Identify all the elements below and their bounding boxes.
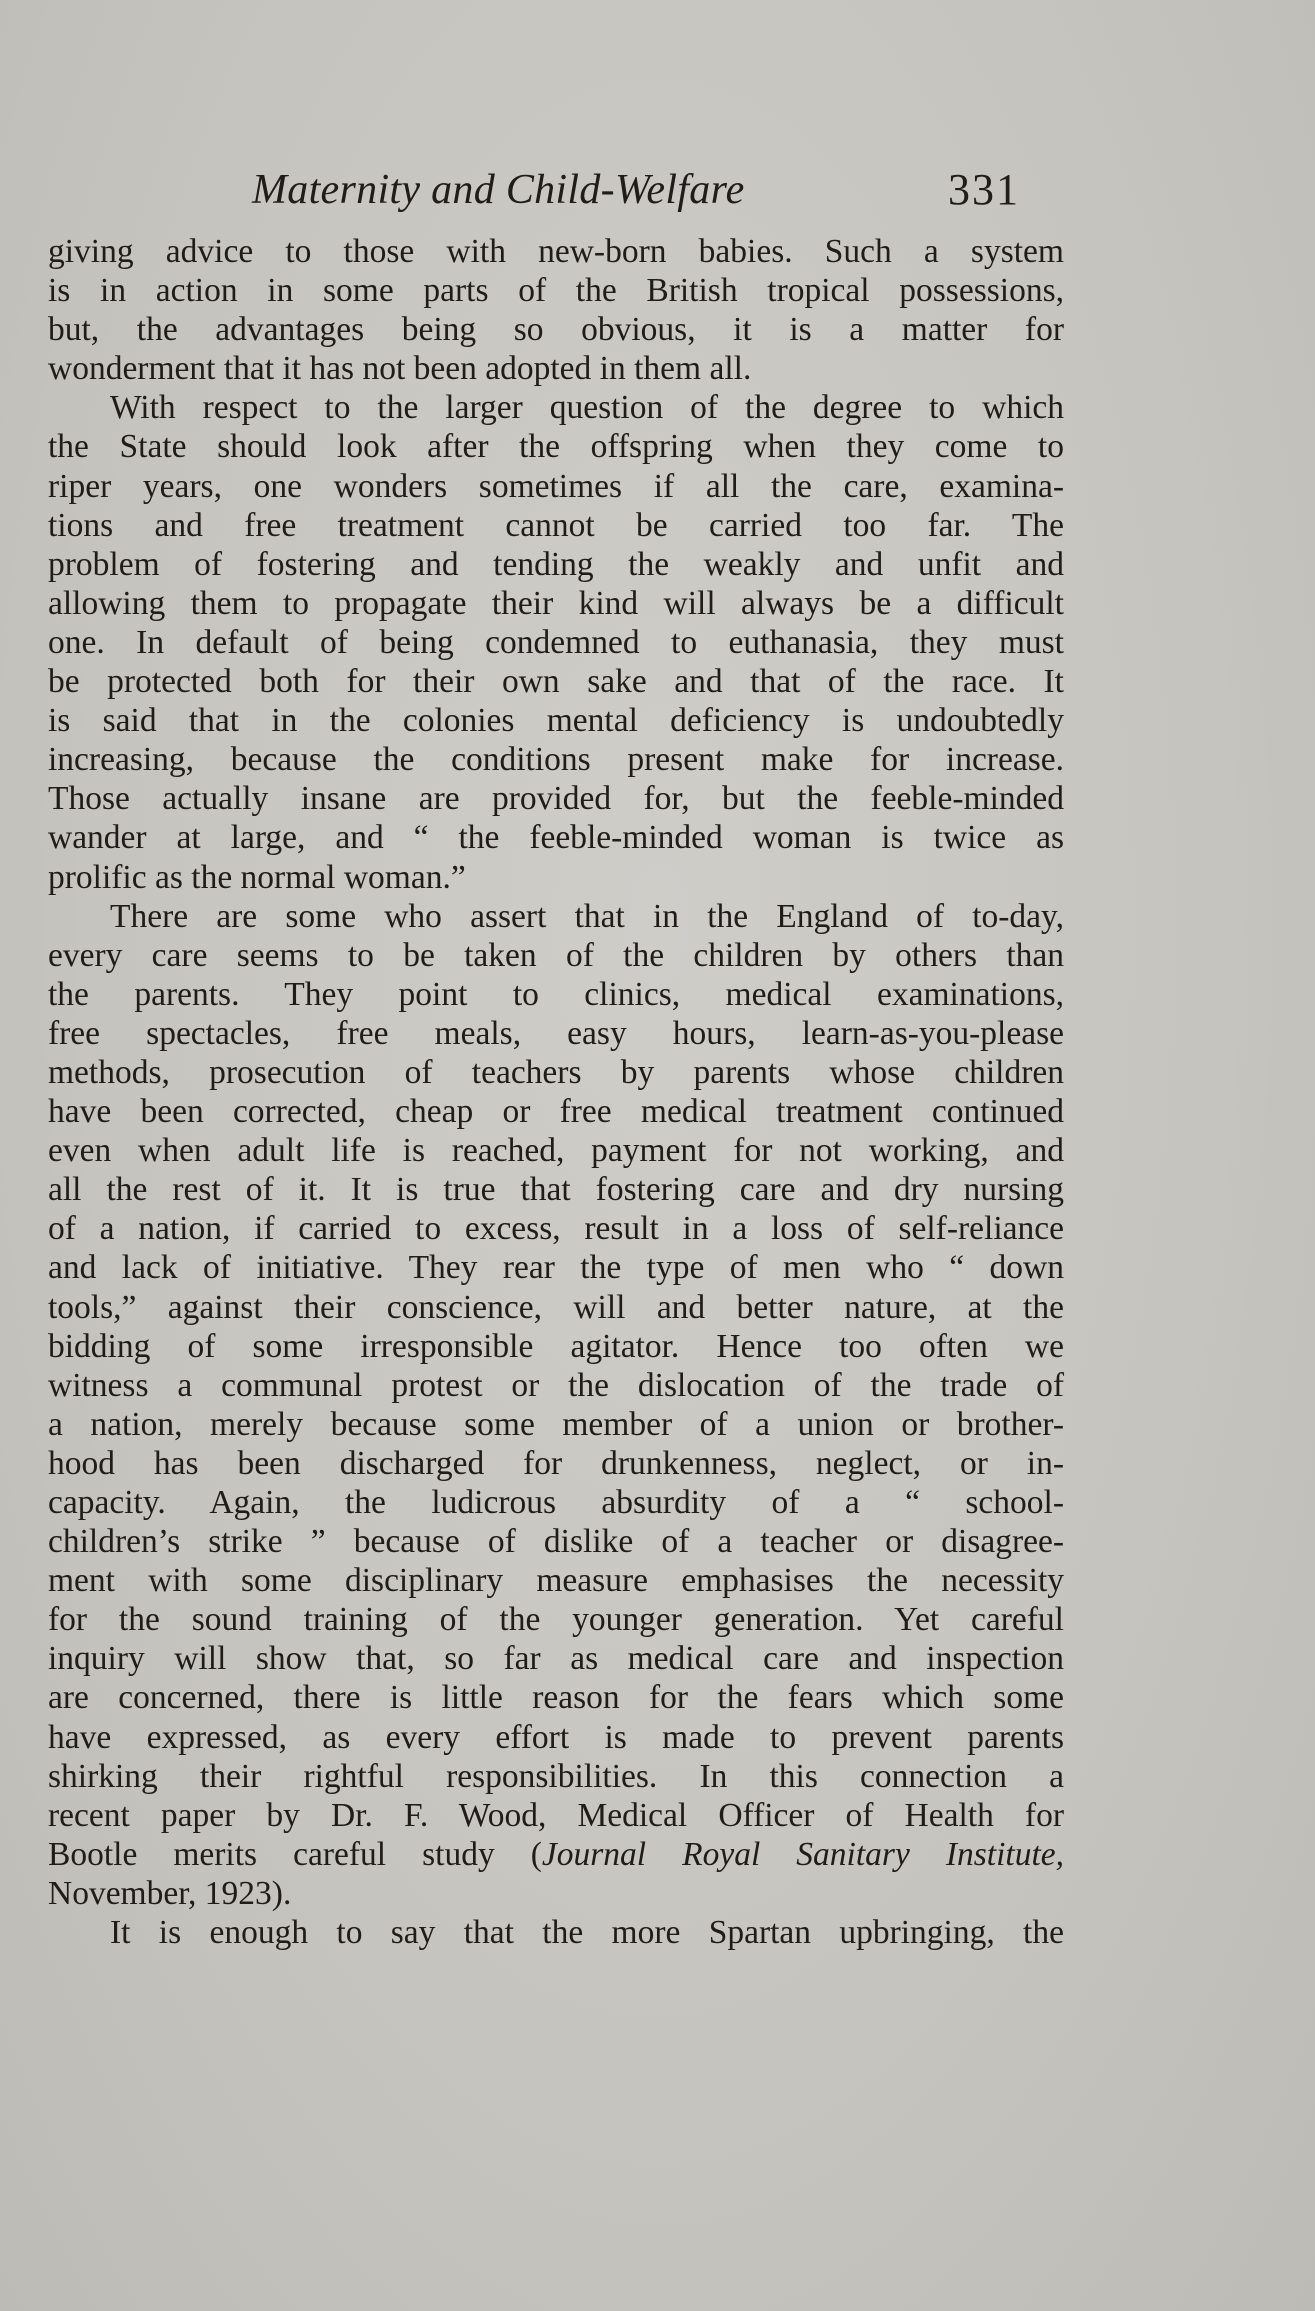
text-line: free spectacles, free meals, easy hours, learn-as-you-please <box>48 1014 1064 1052</box>
text-line: problem of fostering and tending the weakly and unfit and <box>48 545 1064 583</box>
text-line: children’s strike ” because of dislike of a teacher or disagree- <box>48 1523 1064 1561</box>
text-line: even when adult life is reached, payment for not working, and <box>48 1132 1064 1170</box>
citation-line <box>48 1835 1064 1874</box>
text-line: be protected both for their own sake and that of the race. It <box>48 663 1064 701</box>
text-line: November, 1923). <box>48 1874 292 1912</box>
text-line: but, the advantages being so obvious, it is a matter for <box>48 311 1064 349</box>
text-line: is said that in the colonies mental deficiency is undoubtedly <box>48 702 1064 740</box>
text-line: wander at large, and “ the feeble-minded woman is twice as <box>48 819 1064 857</box>
text-line: hood has been discharged for drunkenness, neglect, or in- <box>48 1444 1064 1482</box>
text-line: tions and free treatment cannot be carried too far. The <box>48 506 1064 544</box>
text-line: riper years, one wonders sometimes if all the care, examina- <box>48 467 1064 505</box>
text-line: prolific as the normal woman.” <box>48 858 466 896</box>
text-line: increasing, because the conditions present make for increase. <box>48 741 1064 779</box>
running-head <box>0 160 1315 220</box>
text-line: are concerned, there is little reason for the fears which some <box>48 1679 1064 1717</box>
text-line: a nation, merely because some member of a union or brother- <box>48 1405 1064 1443</box>
text-line: for the sound training of the younger generation. Yet careful <box>48 1601 1064 1639</box>
text-line: have expressed, as every effort is made to prevent parents <box>48 1718 1064 1756</box>
text-line: the State should look after the offspring when they come to <box>48 428 1064 466</box>
text-line: of a nation, if carried to excess, result in a loss of self-reliance <box>48 1210 1064 1248</box>
citation-lead: Bootle merits careful study ( <box>48 1835 542 1873</box>
text-line: methods, prosecution of teachers by parents whose children <box>48 1053 1064 1091</box>
journal-title: Journal Royal Sanitary Institute, <box>541 1835 1064 1873</box>
body-text <box>48 232 1064 1952</box>
text-line: Those actually insane are provided for, but the feeble-minded <box>48 780 1064 818</box>
text-line: It is enough to say that the more Spartan upbringing, the <box>110 1914 1064 1952</box>
text-line: giving advice to those with new-born babies. Such a system <box>48 233 1064 270</box>
text-line: There are some who assert that in the England of to-day, <box>110 897 1064 935</box>
text-line: allowing them to propagate their kind will always be a difficult <box>48 584 1064 622</box>
text-line: recent paper by Dr. F. Wood, Medical Officer of Health for <box>48 1796 1064 1834</box>
text-line: have been corrected, cheap or free medical treatment continued <box>48 1093 1064 1131</box>
text-line: witness a communal protest or the dislocation of the trade of <box>48 1366 1064 1404</box>
text-line: shirking their rightful responsibilities. In this connection a <box>48 1757 1064 1795</box>
text-line: all the rest of it. It is true that fostering care and dry nursing <box>48 1171 1064 1209</box>
text-line: ment with some disciplinary measure emphasises the necessity <box>48 1562 1064 1600</box>
text-line: is in action in some parts of the British tropical possessions, <box>48 272 1064 310</box>
text-line: With respect to the larger question of the degree to which <box>110 389 1064 427</box>
text-line: the parents. They point to clinics, medical examinations, <box>48 975 1064 1013</box>
text-line: tools,” against their conscience, will and better nature, at the <box>48 1288 1064 1326</box>
text-line: wonderment that it has not been adopted in them all. <box>48 350 752 388</box>
text-line: capacity. Again, the ludicrous absurdity of a “ school- <box>48 1484 1064 1521</box>
text-line: inquiry will show that, so far as medical care and inspection <box>48 1640 1064 1678</box>
text-line: bidding of some irresponsible agitator. Hence too often we <box>48 1327 1064 1365</box>
running-title: Maternity and Child-Welfare <box>252 167 745 213</box>
page-number: 331 <box>948 165 1020 214</box>
text-line: every care seems to be taken of the children by others than <box>48 936 1064 974</box>
text-line: one. In default of being condemned to euthanasia, they must <box>48 623 1064 661</box>
text-line: and lack of initiative. They rear the type of men who “ down <box>48 1249 1064 1287</box>
